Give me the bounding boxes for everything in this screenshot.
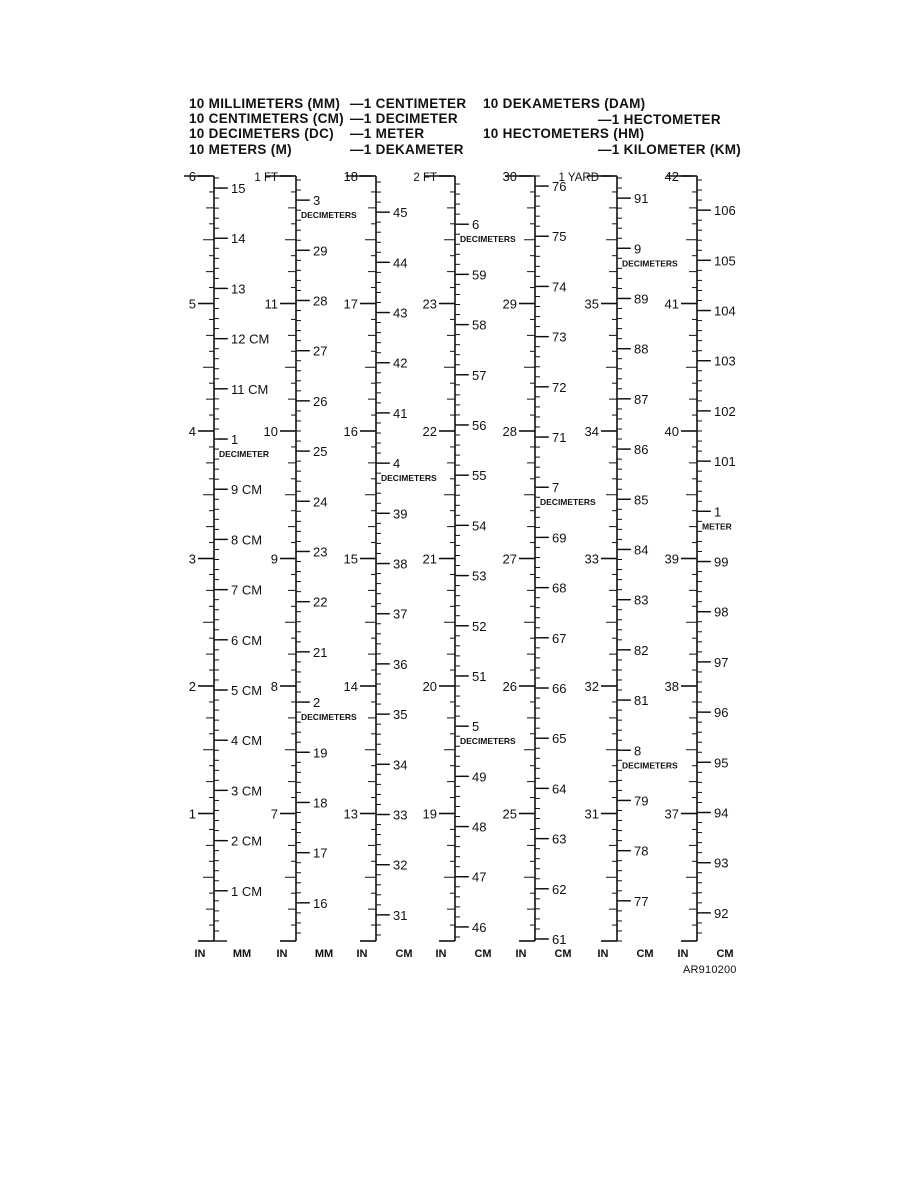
scale-2-metric-label-1: 17 (313, 845, 328, 861)
scale-2-metric-sublabel-4: DECIMETERS (301, 712, 357, 723)
scale-7-inch-label-4: 41 (664, 296, 679, 312)
scale-5-inch-unit: IN (515, 948, 527, 960)
scale-3-metric-label-7: 38 (393, 556, 408, 572)
scale-1-metric-label-3: 4 CM (231, 733, 263, 749)
scale-7-metric-label-12: 104 (714, 303, 736, 319)
scale-7-inch-label-3: 40 (664, 424, 679, 439)
scale-5-inch-label-1: 26 (502, 679, 517, 694)
scale-4-metric-unit: CM (474, 948, 492, 960)
scale-3-metric-label-3: 34 (393, 757, 408, 773)
scale-3-metric-label-11: 42 (393, 355, 408, 371)
scale-5-metric-label-14: 75 (552, 229, 567, 245)
scale-2-metric-label-8: 24 (313, 494, 328, 510)
equivalence-left-hm: 10 HECTOMETERS (HM) (483, 126, 645, 141)
scale-6-metric-label-8: 85 (634, 492, 649, 508)
scale-3-metric-label-5: 36 (393, 656, 408, 672)
scale-1-metric-label-10: 11 CM (231, 381, 269, 397)
scale-1-metric-label-13: 14 (231, 231, 246, 247)
scale-5-inch-label-2: 27 (502, 551, 517, 567)
scale-2-metric-label-11: 27 (313, 343, 328, 359)
equivalence-left-mm: 10 MILLIMETERS (MM) (189, 96, 341, 111)
scale-4-metric-label-9: 55 (472, 468, 487, 484)
scale-7-metric-label-10: 102 (714, 403, 736, 419)
scale-2-metric-label-0: 16 (313, 895, 328, 911)
scale-7-metric-label-0: 92 (714, 905, 729, 921)
scale-1-inch-label-3: 4 (188, 424, 196, 439)
scale-5-metric-label-12: 73 (552, 329, 567, 345)
figure-id: AR910200 (683, 964, 737, 976)
scale-3-metric-label-0: 31 (393, 907, 408, 923)
scale-2-inch-label-1: 8 (270, 679, 278, 694)
scale-4-metric-label-14: 6 (472, 217, 480, 233)
scale-6-inch-label-1: 32 (584, 679, 599, 694)
equivalence-right-dc: —1 METER (350, 126, 425, 141)
scale-2-inch-unit: IN (276, 948, 288, 960)
scale-6-metric-label-11: 88 (634, 341, 649, 357)
scale-3-metric-label-9: 4 (393, 456, 401, 472)
scale-4-metric-label-0: 46 (472, 919, 487, 935)
scale-6-metric-label-3: 8 (634, 743, 642, 759)
scale-6-metric-label-10: 87 (634, 391, 649, 407)
scale-3-metric-label-12: 43 (393, 305, 408, 321)
scale-7-inch-unit: IN (677, 948, 689, 960)
scale-7-metric-label-9: 101 (714, 454, 736, 470)
scale-3-inch-label-5: 18 (343, 169, 358, 184)
scale-2-metric-label-2: 18 (313, 795, 328, 811)
scale-5-metric-label-8: 69 (552, 530, 567, 546)
scale-3-inch-label-3: 16 (343, 424, 358, 439)
scale-7-metric-label-14: 106 (714, 203, 736, 219)
scale-7-metric-label-1: 93 (714, 855, 729, 871)
scale-4-metric-sublabel-4: DECIMETERS (460, 736, 516, 747)
scale-7-inch-label-0: 37 (664, 806, 679, 822)
scale-3-inch-label-0: 13 (343, 806, 358, 822)
scale-1-metric-label-2: 3 CM (231, 783, 263, 799)
scale-2-metric-sublabel-14: DECIMETERS (301, 210, 357, 221)
scale-6-metric-sublabel-13: DECIMETERS (622, 258, 678, 269)
equivalence-left-cm: 10 CENTIMETERS (CM) (189, 111, 344, 126)
scale-7-metric-label-3: 95 (714, 755, 729, 771)
scale-7-inch-label-1: 38 (664, 679, 679, 694)
scale-1-inch-label-5: 6 (188, 169, 196, 184)
scale-1-metric-label-9: 1 (231, 432, 239, 448)
scale-7-metric-label-8: 1 (714, 504, 722, 520)
scale-3-metric-unit: CM (395, 948, 413, 960)
scale-5-inch-label-0: 25 (502, 806, 517, 822)
scale-1-metric-unit: MM (232, 948, 252, 960)
equivalence-right-cm: —1 DECIMETER (350, 111, 458, 126)
scale-5-metric-label-2: 63 (552, 831, 567, 847)
scale-1-metric-label-8: 9 CM (231, 482, 263, 498)
scale-5-metric-label-0: 61 (552, 931, 567, 947)
equivalence-right-mm: —1 CENTIMETER (350, 96, 467, 111)
scale-3-inch-label-4: 17 (343, 296, 358, 312)
scale-3-metric-label-1: 32 (393, 857, 408, 873)
scale-5-metric-label-13: 74 (552, 279, 567, 295)
scale-2-metric-label-14: 3 (313, 193, 321, 209)
scale-5-metric-unit: CM (554, 948, 572, 960)
scale-4-metric-label-7: 53 (472, 568, 487, 584)
scale-2-inch-label-4: 11 (264, 296, 278, 312)
scale-4-inch-unit: IN (435, 948, 447, 960)
scale-2-metric-label-12: 28 (313, 293, 328, 309)
scale-4-metric-label-13: 59 (472, 267, 487, 283)
scale-3-inch-unit: IN (356, 948, 368, 960)
scale-4-metric-label-8: 54 (472, 518, 487, 534)
scale-6-metric-label-14: 91 (634, 191, 649, 207)
equivalence-right-dam: —1 HECTOMETER (598, 112, 721, 127)
scale-5-metric-label-11: 72 (552, 379, 567, 395)
scale-6-inch-label-5: 1 YARD (558, 172, 599, 184)
scale-3-metric-label-2: 33 (393, 807, 408, 823)
scale-7-inch-label-5: 42 (664, 169, 679, 184)
scale-3-metric-sublabel-9: DECIMETERS (381, 473, 437, 484)
scale-6-inch-label-0: 31 (584, 806, 599, 822)
scale-3-metric-label-4: 35 (393, 707, 408, 723)
scale-6-inch-label-2: 33 (584, 551, 599, 567)
scale-1-metric-label-7: 8 CM (231, 532, 263, 548)
scale-2-metric-label-5: 21 (313, 644, 328, 660)
scale-2-inch-label-0: 7 (270, 806, 278, 822)
scale-6-inch-unit: IN (597, 948, 609, 960)
scale-6-metric-label-4: 81 (634, 693, 649, 709)
scale-7-metric-label-11: 103 (714, 353, 736, 369)
scale-3-inch-label-1: 14 (343, 679, 358, 694)
scale-5-metric-label-3: 64 (552, 781, 567, 797)
scale-6-metric-label-7: 84 (634, 542, 649, 558)
scale-2-inch-label-5: 1 FT (254, 172, 278, 184)
scale-2-metric-label-10: 26 (313, 393, 328, 409)
scale-2-inch-label-2: 9 (270, 551, 278, 567)
scale-6-metric-label-1: 78 (634, 843, 649, 859)
scale-7-metric-label-6: 98 (714, 604, 729, 620)
scale-6-inch-label-3: 34 (584, 424, 599, 439)
scale-1-inch-label-0: 1 (188, 806, 196, 822)
scale-3-metric-label-6: 37 (393, 606, 408, 622)
scale-7-metric-unit: CM (716, 948, 734, 960)
scale-1-inch-label-2: 3 (188, 551, 196, 567)
scale-3-metric-label-13: 44 (393, 255, 408, 271)
scale-4-metric-label-3: 49 (472, 769, 487, 785)
scale-1-metric-label-1: 2 CM (231, 833, 263, 849)
scale-3-metric-label-8: 39 (393, 506, 408, 522)
scale-4-metric-sublabel-14: DECIMETERS (460, 234, 516, 245)
scale-4-metric-label-10: 56 (472, 417, 487, 433)
scale-7-inch-label-2: 39 (664, 551, 679, 567)
scale-1-metric-label-0: 1 CM (231, 883, 263, 899)
scale-4-inch-label-2: 21 (422, 551, 437, 567)
scale-3-metric-label-14: 45 (393, 205, 408, 221)
equivalence-left-m: 10 METERS (M) (189, 142, 292, 157)
equivalence-right-hm: —1 KILOMETER (KM) (598, 142, 742, 157)
scale-6-metric-label-9: 86 (634, 442, 649, 458)
scale-4-metric-label-4: 5 (472, 719, 480, 735)
scale-4-metric-label-12: 58 (472, 317, 487, 333)
scale-5-metric-label-1: 62 (552, 881, 567, 897)
scale-5-metric-label-5: 66 (552, 681, 567, 697)
scale-7-metric-label-4: 96 (714, 705, 729, 721)
scale-3-inch-label-2: 15 (343, 551, 358, 567)
scale-2-metric-label-6: 22 (313, 594, 328, 610)
scale-4-metric-label-1: 47 (472, 869, 487, 885)
scale-6-metric-label-5: 82 (634, 642, 649, 658)
scale-4-metric-label-5: 51 (472, 668, 487, 684)
scale-7-metric-label-2: 94 (714, 805, 729, 821)
scale-5-metric-label-10: 71 (552, 430, 567, 446)
scale-4-inch-label-5: 2 FT (413, 172, 437, 184)
scale-6-metric-label-12: 89 (634, 291, 649, 307)
scale-6-metric-label-13: 9 (634, 241, 642, 257)
scale-6-metric-label-0: 77 (634, 893, 649, 909)
scale-5-metric-sublabel-9: DECIMETERS (540, 497, 596, 508)
scale-6-metric-sublabel-3: DECIMETERS (622, 760, 678, 771)
scale-1-metric-label-14: 15 (231, 181, 246, 197)
scale-7-metric-sublabel-8: METER (702, 521, 732, 532)
scale-1-metric-sublabel-9: DECIMETER (219, 449, 270, 460)
scale-1-inch-unit: IN (194, 948, 206, 960)
scale-4-inch-label-3: 22 (422, 424, 437, 439)
scale-1-metric-label-5: 6 CM (231, 632, 263, 648)
scale-4-metric-label-6: 52 (472, 618, 487, 634)
scale-6-metric-label-2: 79 (634, 793, 649, 809)
scale-4-metric-label-11: 57 (472, 367, 487, 383)
scale-5-inch-label-3: 28 (502, 424, 517, 439)
scale-5-metric-label-4: 65 (552, 731, 567, 747)
scale-1-metric-label-6: 7 CM (231, 582, 263, 598)
scale-1-inch-label-4: 5 (188, 296, 196, 312)
scale-5-inch-label-4: 29 (502, 296, 517, 312)
scale-5-metric-label-6: 67 (552, 630, 567, 646)
scale-1-metric-label-11: 12 CM (231, 331, 270, 347)
scale-1-metric-label-4: 5 CM (231, 683, 263, 699)
equivalence-left-dc: 10 DECIMETERS (DC) (189, 126, 334, 141)
scale-5-inch-label-5: 30 (502, 169, 517, 184)
scale-2-metric-label-3: 19 (313, 745, 328, 761)
scale-5-metric-label-9: 7 (552, 480, 560, 496)
scale-2-metric-unit: MM (314, 948, 334, 960)
equivalence-left-dam: 10 DEKAMETERS (DAM) (483, 96, 646, 111)
scale-2-metric-label-13: 29 (313, 243, 328, 259)
scale-2-metric-label-7: 23 (313, 544, 328, 560)
scale-1-inch-label-1: 2 (188, 679, 196, 694)
scale-5-metric-label-15: 76 (552, 179, 567, 195)
scale-7-metric-label-13: 105 (714, 253, 736, 269)
scale-2-metric-label-9: 25 (313, 444, 328, 460)
scale-5-metric-label-7: 68 (552, 580, 567, 596)
scale-6-metric-label-6: 83 (634, 592, 649, 608)
scale-7-metric-label-5: 97 (714, 654, 729, 670)
scale-4-inch-label-4: 23 (422, 296, 437, 312)
scale-3-metric-label-10: 41 (393, 405, 408, 421)
scale-6-metric-unit: CM (636, 948, 654, 960)
scale-1-metric-label-12: 13 (231, 281, 246, 297)
scale-2-metric-label-4: 2 (313, 695, 321, 711)
scale-4-inch-label-1: 20 (422, 679, 437, 694)
equivalence-right-m: —1 DEKAMETER (350, 142, 464, 157)
scale-6-inch-label-4: 35 (584, 296, 599, 312)
scale-2-inch-label-3: 10 (263, 424, 278, 439)
scale-7-metric-label-7: 99 (714, 554, 729, 570)
scale-4-inch-label-0: 19 (422, 806, 437, 822)
scale-4-metric-label-2: 48 (472, 819, 487, 835)
